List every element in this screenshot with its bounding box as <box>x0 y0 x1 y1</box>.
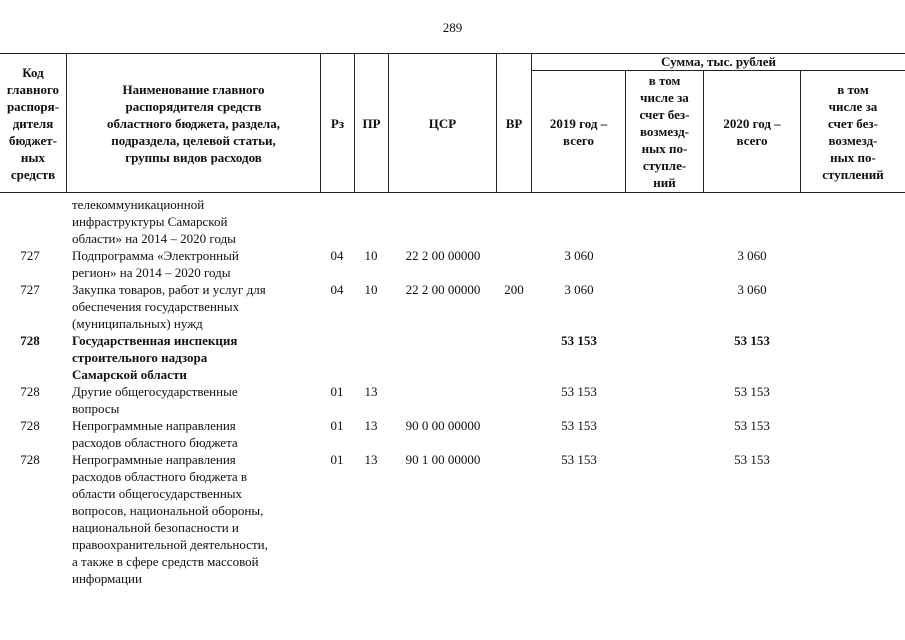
row-sum-2019: 3 060 <box>564 282 594 297</box>
row-pr: 10 <box>364 282 378 297</box>
row-pr: 13 <box>364 418 378 433</box>
header-2020-incl: в том числе за счет без- возмезд- ных по- ступлений <box>822 81 884 182</box>
header-name: Наименование главного распорядителя средств областного бюджета, раздела, подраздела, целевой статьи, группы видов расходов <box>107 81 280 165</box>
row-sum-2020: 3 060 <box>737 282 767 297</box>
row-rz: 01 <box>330 418 344 433</box>
row-csr: 22 2 00 00000 <box>405 248 481 263</box>
header-vr: ВР <box>505 115 523 131</box>
table-row <box>0 332 905 383</box>
row-sum-2020: 3 060 <box>737 248 767 263</box>
table-row <box>0 383 905 417</box>
row-sum-2019: 53 153 <box>561 418 597 433</box>
table-row <box>0 247 905 281</box>
row-csr: 90 1 00 00000 <box>405 452 481 467</box>
row-name: Закупка товаров, работ и услуг для обеспечения государственных (муниципальных) нужд <box>72 282 266 331</box>
row-sum-2020: 53 153 <box>734 333 770 348</box>
header-2019-total: 2019 год – всего <box>549 115 608 148</box>
row-sum-2020: 53 153 <box>734 452 770 467</box>
row-code: 728 <box>20 384 40 399</box>
row-name: телекоммуникационной инфраструктуры Самарской области» на 2014 – 2020 годы <box>72 197 236 246</box>
row-name: Непрограммные направления расходов областного бюджета в области общегосударственных вопросов, национальной обороны, национальной безопасности и правоохранительной деятельности, а также в сфере средств массовой информации <box>72 452 268 586</box>
row-name: Подпрограмма «Электронный регион» на 2014 – 2020 годы <box>72 248 239 280</box>
header-csr: ЦСР <box>428 115 457 131</box>
row-code: 728 <box>20 452 40 467</box>
table-header <box>0 53 905 193</box>
row-name: Непрограммные направления расходов областного бюджета <box>72 418 238 450</box>
row-code: 727 <box>20 282 40 297</box>
row-csr: 22 2 00 00000 <box>405 282 481 297</box>
table-row <box>0 281 905 332</box>
header-code: Код главного распоря- дителя бюджет- ных средств <box>6 64 60 182</box>
row-pr: 13 <box>364 452 378 467</box>
row-sum-2020: 53 153 <box>734 384 770 399</box>
row-vr: 200 <box>504 282 524 297</box>
header-pr: ПР <box>362 115 381 131</box>
row-sum-2019: 3 060 <box>564 248 594 263</box>
header-rz: Рз <box>330 115 345 131</box>
header-2020-total: 2020 год – всего <box>723 115 781 148</box>
row-pr: 13 <box>364 384 378 399</box>
row-name: Государственная инспекция строительного надзора Самарской области <box>72 333 238 382</box>
row-rz: 04 <box>330 248 344 263</box>
row-rz: 04 <box>330 282 344 297</box>
header-2019-incl: в том числе за счет без- возмезд- ных по- ступле- ний <box>639 73 690 190</box>
table-row <box>0 417 905 451</box>
page-number: 289 <box>442 20 463 35</box>
row-sum-2019: 53 153 <box>561 452 597 467</box>
row-sum-2020: 53 153 <box>734 418 770 433</box>
row-code: 728 <box>20 418 40 433</box>
row-csr: 90 0 00 00000 <box>405 418 481 433</box>
row-sum-2019: 53 153 <box>561 333 597 348</box>
header-bottom-rule <box>0 192 905 193</box>
row-code: 728 <box>20 333 40 348</box>
header-sum: Сумма, тыс. рублей <box>661 54 776 69</box>
row-sum-2019: 53 153 <box>561 384 597 399</box>
table-row <box>0 196 905 247</box>
row-rz: 01 <box>330 384 344 399</box>
row-pr: 10 <box>364 248 378 263</box>
row-rz: 01 <box>330 452 344 467</box>
row-name: Другие общегосударственные вопросы <box>72 384 238 416</box>
row-code: 727 <box>20 248 40 263</box>
table-row <box>0 451 905 587</box>
